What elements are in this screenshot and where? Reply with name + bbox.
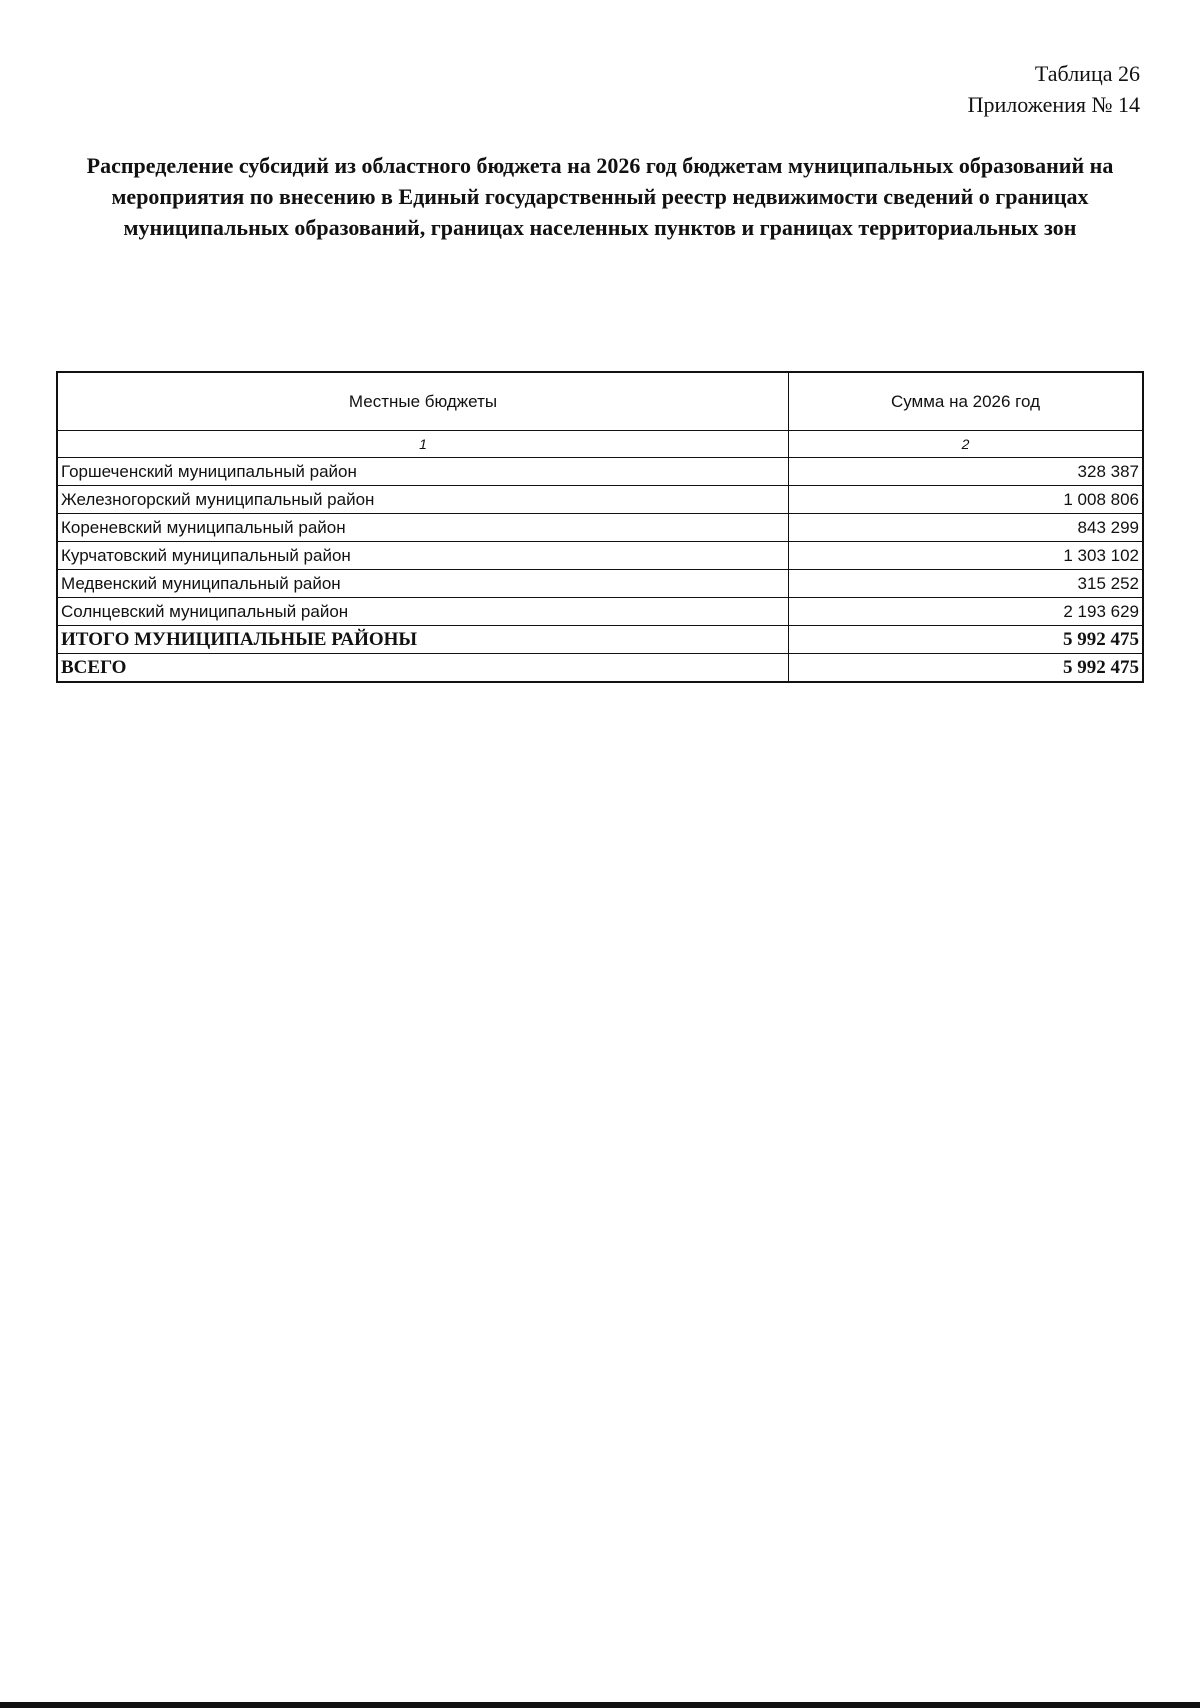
grand-total-row (57, 654, 1143, 683)
subtotal-label: ИТОГО МУНИЦИПАЛЬНЫЕ РАЙОНЫ (57, 626, 788, 654)
district-name: Солнцевский муниципальный район (57, 598, 788, 626)
table-row (57, 542, 1143, 570)
column-number-row (57, 431, 1143, 458)
column-number-2: 2 (788, 431, 1143, 458)
table-row (57, 570, 1143, 598)
district-name: Медвенский муниципальный район (57, 570, 788, 598)
table-row (57, 598, 1143, 626)
district-name: Кореневский муниципальный район (57, 514, 788, 542)
district-amount: 2 193 629 (788, 598, 1143, 626)
district-name: Курчатовский муниципальный район (57, 542, 788, 570)
subtotal-amount: 5 992 475 (788, 626, 1143, 654)
reference-block (968, 58, 1140, 120)
document-title: Распределение субсидий из областного бюджета на 2026 год бюджетам муниципальных образований на мероприятия по внесению в Единый государственный реестр недвижимости сведений о границах муниципальных образований, границах населенных пунктов и границах территориальных зон (86, 153, 1114, 240)
table-row (57, 514, 1143, 542)
district-name: Железногорский муниципальный район (57, 486, 788, 514)
appendix-reference: Приложения № 14 (967, 92, 1140, 117)
district-amount: 1 008 806 (788, 486, 1143, 514)
column-header-budgets: Местные бюджеты (57, 372, 788, 431)
grand-total-amount: 5 992 475 (788, 654, 1143, 683)
subtotal-row (57, 626, 1143, 654)
grand-total-label: ВСЕГО (57, 654, 788, 683)
table-header-row (57, 372, 1143, 431)
table-row (57, 486, 1143, 514)
district-amount: 843 299 (788, 514, 1143, 542)
table-reference: Таблица 26 (1034, 61, 1140, 86)
district-name: Горшеченский муниципальный район (57, 458, 788, 486)
scan-edge-bar (0, 1702, 1200, 1708)
district-amount: 328 387 (788, 458, 1143, 486)
district-amount: 315 252 (788, 570, 1143, 598)
table-row (57, 458, 1143, 486)
column-number-1: 1 (57, 431, 788, 458)
column-header-amount: Сумма на 2026 год (788, 372, 1143, 431)
subsidy-table (56, 371, 1144, 683)
district-amount: 1 303 102 (788, 542, 1143, 570)
